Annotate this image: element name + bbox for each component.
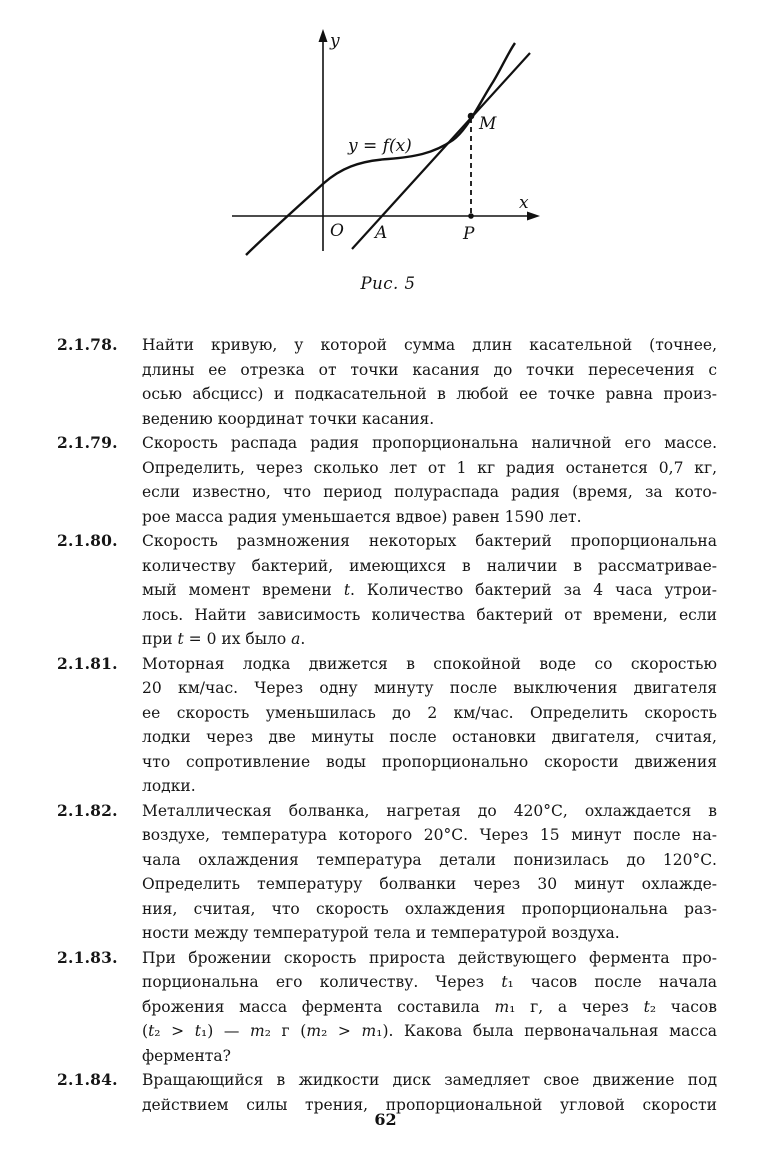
figure-caption: Рис. 5 bbox=[360, 274, 416, 293]
problem-line: количеству бактерий, имеющихся в наличии в рассматривае- bbox=[142, 556, 717, 575]
problem-line: фермента? bbox=[142, 1046, 231, 1065]
problem-line: лодки через две минуты после остановки двигателя, считая, bbox=[142, 728, 717, 746]
problem-2-1-78 bbox=[57, 333, 719, 431]
problem-line: осью абсцисс) и подкасательной в любой ее точке равна произ- bbox=[142, 385, 717, 403]
point-p-dot bbox=[468, 213, 474, 219]
problem-line: лодки. bbox=[142, 777, 196, 795]
problem-line: (t₂ > t₁) — m₂ г (m₂ > m₁). Какова была первоначальная масса bbox=[142, 1022, 717, 1040]
problem-line: Вращающийся в жидкости диск замедляет свое движение под bbox=[142, 1071, 717, 1089]
problem-2-1-79 bbox=[57, 431, 719, 529]
problem-line: ности между температурой тела и температурой воздуха. bbox=[142, 924, 620, 942]
problem-line: брожения масса фермента составила m₁ г, а через t₂ часов bbox=[142, 997, 717, 1016]
problem-line: Металлическая болванка, нагретая до 420°С, охлаждается в bbox=[142, 801, 717, 820]
problem-line: Определить температуру болванки через 30 минут охлажде- bbox=[142, 875, 717, 893]
figure-graph bbox=[228, 22, 548, 274]
point-m-dot bbox=[468, 113, 475, 120]
problem-2-1-81 bbox=[57, 652, 719, 799]
origin-label: O bbox=[330, 221, 344, 241]
problem-2-1-83 bbox=[57, 946, 719, 1069]
problem-text bbox=[142, 799, 717, 946]
problem-number: 2.1.81. bbox=[57, 653, 118, 673]
problem-number: 2.1.78. bbox=[57, 335, 118, 354]
y-axis-label: y bbox=[330, 31, 340, 51]
problem-text bbox=[142, 529, 717, 652]
problem-list bbox=[57, 333, 719, 1117]
problem-line: Моторная лодка движется в спокойной воде со скоростью bbox=[142, 654, 717, 673]
problem-2-1-80 bbox=[57, 529, 719, 652]
problem-line: Найти кривую, у которой сумма длин касательной (точнее, bbox=[142, 336, 717, 354]
problem-line: Скорость размножения некоторых бактерий пропорциональна bbox=[142, 532, 717, 550]
problem-text bbox=[142, 333, 717, 431]
curve-equation-label: y = f(x) bbox=[348, 136, 412, 156]
problem-text bbox=[142, 652, 717, 799]
point-a-label: A bbox=[375, 223, 388, 243]
figure-svg bbox=[228, 22, 548, 274]
problem-line: порциональна его количеству. Через t₁ часов после начала bbox=[142, 973, 718, 991]
problem-number: 2.1.84. bbox=[57, 1070, 118, 1089]
x-axis-label: x bbox=[519, 193, 529, 213]
problem-line: 20 км/час. Через одну минуту после выключения двигателя bbox=[142, 679, 717, 697]
problem-line: воздухе, температура которого 20°С. Через 15 минут после на- bbox=[142, 826, 717, 844]
problem-line: ее скорость уменьшилась до 2 км/час. Определить скорость bbox=[142, 703, 717, 722]
problem-line: ния, считая, что скорость охлаждения пропорциональна раз- bbox=[142, 899, 717, 918]
problem-text bbox=[142, 946, 717, 1069]
problem-number: 2.1.79. bbox=[57, 433, 118, 452]
problem-line: что сопротивление воды пропорционально скорости движения bbox=[142, 752, 717, 771]
page-number: 62 bbox=[374, 1110, 397, 1129]
problem-line: Определить, через сколько лет от 1 кг радия останется 0,7 кг, bbox=[142, 458, 717, 477]
problem-number: 2.1.83. bbox=[57, 947, 118, 967]
problem-line: длины ее отрезка от точки касания до точки пересечения с bbox=[142, 360, 717, 379]
point-p-label: P bbox=[463, 224, 475, 244]
point-m-label: M bbox=[479, 114, 497, 134]
problem-text bbox=[142, 431, 717, 529]
problem-number: 2.1.82. bbox=[57, 800, 118, 820]
problem-line: Скорость распада радия пропорциональна наличной его массе. bbox=[142, 434, 717, 452]
problem-2-1-82 bbox=[57, 799, 719, 946]
problem-line: При брожении скорость прироста действующего фермента про- bbox=[142, 948, 717, 967]
problem-line: мый момент времени t. Количество бактерий за 4 часа утрои- bbox=[142, 581, 717, 599]
problem-number: 2.1.80. bbox=[57, 531, 118, 550]
y-axis-arrow-icon bbox=[319, 29, 328, 42]
x-axis-arrow-icon bbox=[527, 212, 540, 221]
problem-line: действием силы трения, пропорциональной угловой скорости bbox=[142, 1095, 717, 1114]
problem-line: лось. Найти зависимость количества бактерий от времени, если bbox=[142, 605, 717, 624]
problem-line: если известно, что период полураспада радия (время, за кото- bbox=[142, 483, 717, 501]
problem-line: при t = 0 их было a. bbox=[142, 630, 306, 648]
problem-line: чала охлаждения температура детали понизилась до 120°С. bbox=[142, 850, 717, 869]
problem-line: ведению координат точки касания. bbox=[142, 409, 435, 428]
problem-line: рое масса радия уменьшается вдвое) равен 1590 лет. bbox=[142, 507, 582, 526]
